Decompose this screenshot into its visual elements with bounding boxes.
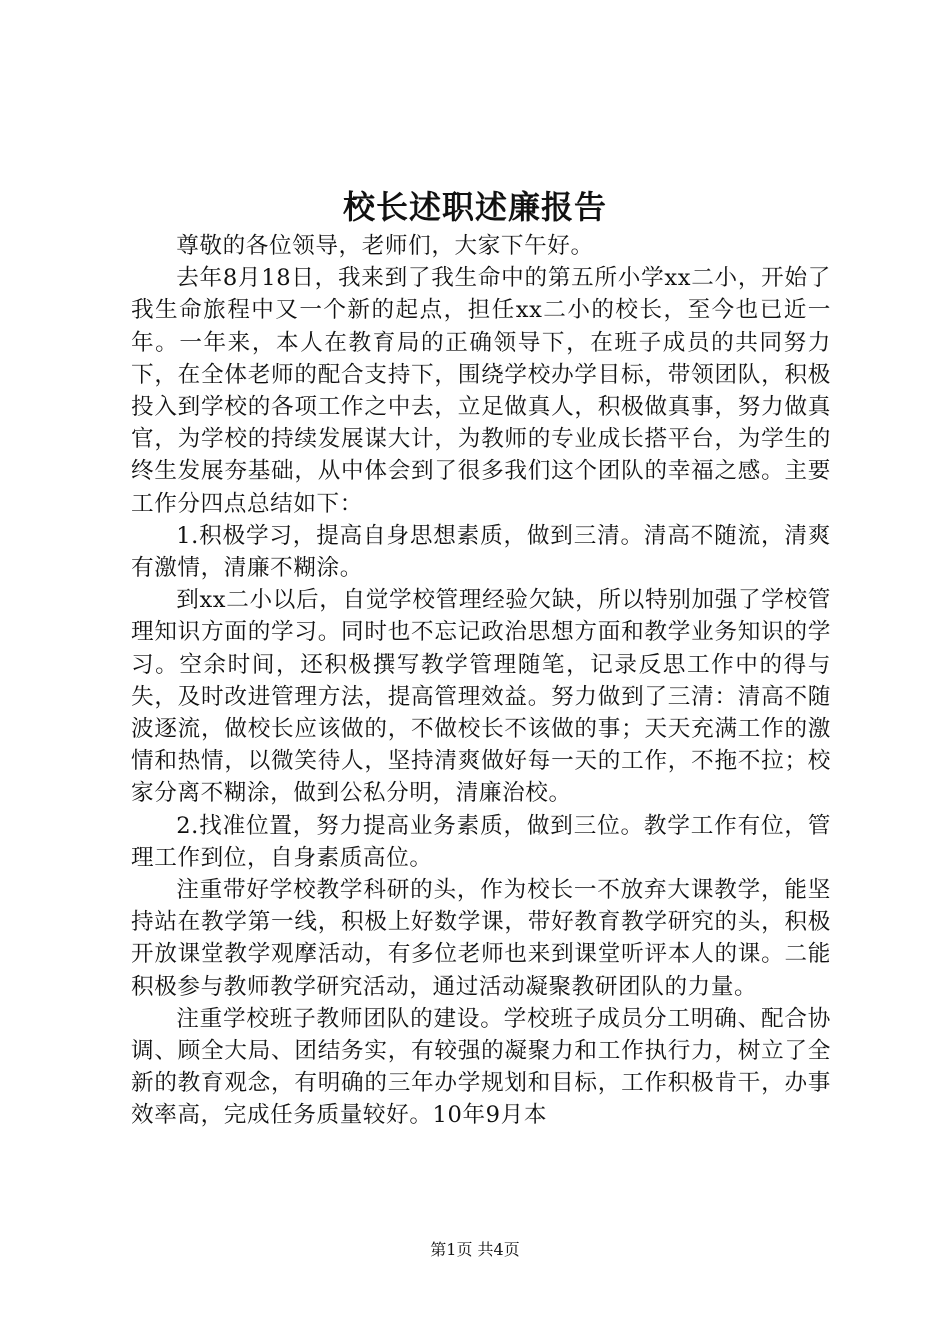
document-title: 校长述职述廉报告	[342, 188, 607, 226]
paragraph-point-1-heading: 1.积极学习，提高自身思想素质，做到三清。清高不随流，清爽有激情，清廉不糊涂。	[131, 522, 831, 582]
paragraph-point-2-body-team: 注重学校班子教师团队的建设。学校班子成员分工明确、配合协调、顾全大局、团结务实，有较强的凝聚力和工作执行力，树立了全新的教育观念，有明确的三年办学规划和目标，工作积极肯干，办事效率高，完成任务质量较好。10年9月本	[131, 1005, 831, 1129]
paragraph-greeting: 尊敬的各位领导，老师们，大家下午好。	[176, 233, 594, 259]
page-footer: 第1页 共4页	[430, 1240, 520, 1259]
paragraph-introduction: 去年8月18日，我来到了我生命中的第五所小学xx二小，开始了我生命旅程中又一个新的起点，担任xx二小的校长，至今也已近一年。一年来，本人在教育局的正确领导下，在班子成员的共同努力下，在全体老师的配合支持下，围绕学校办学目标，带领团队，积极投入到学校的各项工作之中去，立足做真人，积极做真事，努力做真官，为学校的持续发展谋大计，为教师的专业成长搭平台，为学生的终生发展夯基础，从中体会到了很多我们这个团队的幸福之感。主要工作分四点总结如下：	[131, 265, 831, 517]
paragraph-point-2-heading: 2.找准位置，努力提高业务素质，做到三位。教学工作有位，管理工作到位，自身素质高位。	[131, 812, 831, 871]
document-body	[131, 230, 831, 1132]
paragraph-point-1-body: 到xx二小以后，自觉学校管理经验欠缺，所以特别加强了学校管理知识方面的学习。同时也不忘记政治思想方面和教学业务知识的学习。空余时间，还积极撰写教学管理随笔，记录反思工作中的得与失，及时改进管理方法，提高管理效益。努力做到了三清：清高不随波逐流，做校长应该做的，不做校长不该做的事；天天充满工作的激情和热情，以微笑待人，坚持清爽做好每一天的工作，不拖不拉；校家分离不糊涂，做到公私分明，清廉治校。	[131, 587, 831, 807]
paragraph-point-2-body-teaching: 注重带好学校教学科研的头，作为校长一不放弃大课教学，能坚持站在教学第一线，积极上好数学课，带好教育教学研究的头，积极开放课堂教学观摩活动，有多位老师也来到课堂听评本人的课。二能积极参与教师教学研究活动，通过活动凝聚教研团队的力量。	[131, 877, 831, 1000]
